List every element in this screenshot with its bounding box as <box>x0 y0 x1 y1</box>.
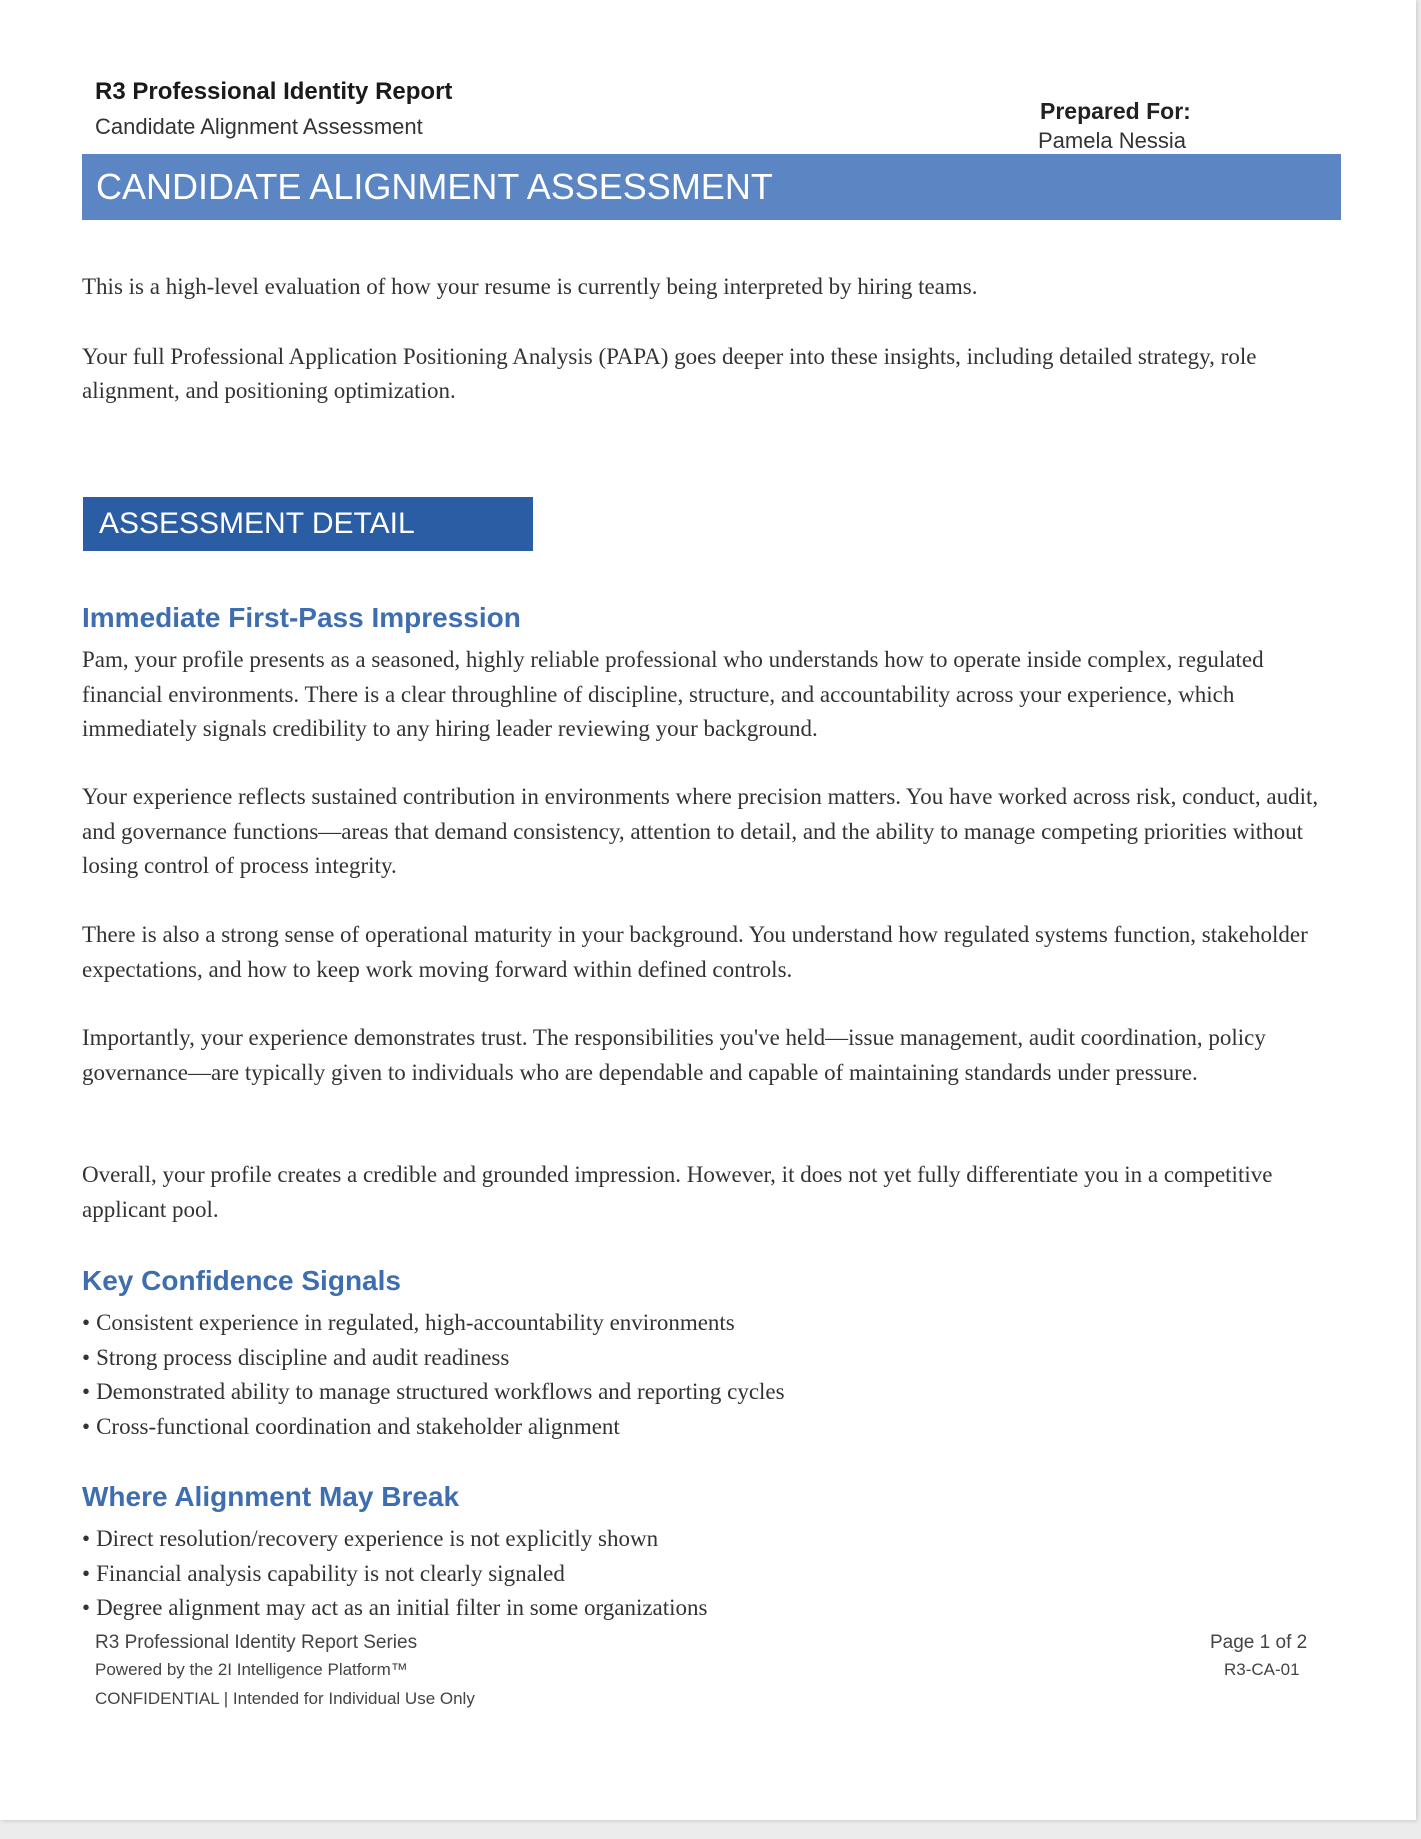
footer-doc-code: R3-CA-01 <box>1224 1660 1300 1679</box>
confidence-signals-list <box>82 1306 785 1444</box>
footer-series: R3 Professional Identity Report Series <box>95 1632 418 1653</box>
intro-paragraph-1: This is a high-level evaluation of how your resume is currently being interpreted by hiring teams. <box>82 274 978 299</box>
prepared-for-name: Pamela Nessia <box>1038 128 1186 153</box>
report-title: R3 Professional Identity Report <box>95 78 453 105</box>
footer-confidential: CONFIDENTIAL | Intended for Individual Use Only <box>95 1689 475 1708</box>
list-item: • Degree alignment may act as an initial filter in some organizations <box>82 1591 708 1626</box>
list-item: • Direct resolution/recovery experience is not explicitly shown <box>82 1522 708 1557</box>
heading-where-alignment-may-break: Where Alignment May Break <box>82 1481 460 1512</box>
intro-paragraph-2: Your full Professional Application Positioning Analysis (PAPA) goes deeper into these insights, including detailed strategy, role alignment, and positioning optimization. <box>82 344 1257 403</box>
heading-first-pass-impression: Immediate First-Pass Impression <box>82 602 521 633</box>
heading-key-confidence-signals: Key Confidence Signals <box>82 1265 401 1296</box>
footer-powered-by: Powered by the 2I Intelligence Platform™ <box>95 1660 408 1679</box>
list-item: • Financial analysis capability is not clearly signaled <box>82 1557 708 1592</box>
list-item: • Consistent experience in regulated, high-accountability environments <box>82 1306 785 1341</box>
list-item: • Strong process discipline and audit readiness <box>82 1341 785 1376</box>
list-item: • Demonstrated ability to manage structured workflows and reporting cycles <box>82 1375 785 1410</box>
list-item: • Cross-functional coordination and stakeholder alignment <box>82 1410 785 1445</box>
title-banner: CANDIDATE ALIGNMENT ASSESSMENT <box>82 154 1341 220</box>
first-pass-paragraph-2: Your experience reflects sustained contribution in environments where precision matters. You have worked across risk, conduct, audit, and governance functions—areas that demand consistency, attention to detail, and the ability to manage competing priorities without losing control of process integrity. <box>82 784 1319 878</box>
first-pass-paragraph-3: There is also a strong sense of operational maturity in your background. You understand how regulated systems function, stakeholder expectations, and how to keep work moving forward within defined controls. <box>82 922 1308 982</box>
first-pass-paragraph-1: Pam, your profile presents as a seasoned, highly reliable professional who understands how to operate inside complex, regulated financial environments. There is a clear throughline of discipline, structure, and accountability across your experience, which immediately signals credibility to any hiring leader reviewing your background. <box>82 647 1264 741</box>
alignment-break-list <box>82 1522 708 1626</box>
section-header-assessment-detail: ASSESSMENT DETAIL <box>83 497 533 551</box>
first-pass-paragraph-4: Importantly, your experience demonstrates trust. The responsibilities you've held—issue management, audit coordination, policy governance—are typically given to individuals who are dependable and capable of maintaining standards under pressure. <box>82 1025 1266 1085</box>
report-subtitle: Candidate Alignment Assessment <box>95 114 423 139</box>
footer-page-number: Page 1 of 2 <box>1210 1632 1308 1653</box>
first-pass-paragraph-5: Overall, your profile creates a credible and grounded impression. However, it does not yet fully differentiate you in a competitive applicant pool. <box>82 1162 1273 1222</box>
prepared-for-label: Prepared For: <box>1040 98 1191 124</box>
